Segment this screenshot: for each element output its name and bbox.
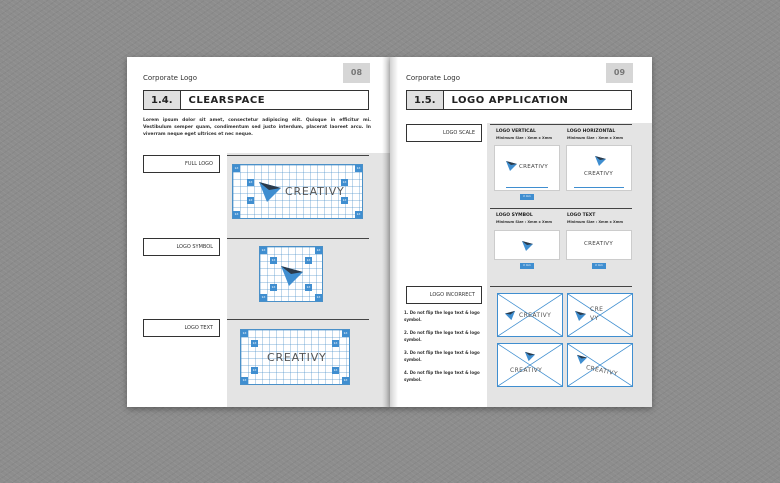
section-number: 1.4. (144, 91, 181, 109)
clearspace-marker: 1X (306, 258, 311, 262)
section-number: 1.5. (407, 91, 444, 109)
clearspace-marker: 1X (234, 166, 239, 170)
clearspace-marker: 1X (343, 331, 348, 335)
page-number: 09 (606, 63, 633, 83)
divider (490, 286, 632, 287)
scale-line (574, 187, 624, 188)
variant-title: LOGO VERTICAL (496, 129, 536, 134)
page-number: 08 (343, 63, 370, 83)
clearspace-marker: 1X (342, 198, 347, 202)
variant-title: LOGO SYMBOL (496, 213, 533, 218)
clearspace-marker: 1X (242, 331, 247, 335)
scale-line (506, 187, 548, 188)
clearspace-marker: 1X (252, 341, 257, 345)
arrow-logo-icon (257, 178, 283, 204)
incorrect-example (497, 293, 563, 337)
arrow-logo-icon (594, 154, 607, 167)
clearspace-marker: 1X (316, 248, 321, 252)
body-text: Lorem ipsum dolor sit amet, consectetur adipiscing elit. Quisque in efficitur mi. Vestibulum semper quam, condimentum sed justo interdum, placerat laoreet arcu. In viverram neque eget ultrices et nec neque. (143, 118, 371, 137)
arrow-logo-icon (524, 350, 536, 362)
variant-min-size: Minimum Size : Xmm x Xmm (567, 136, 624, 140)
rule-text: 4. Do not flip the logo text & logo symbol. (404, 370, 480, 382)
incorrect-example (567, 293, 633, 337)
divider (490, 208, 632, 209)
label-logo-symbol: LOGO SYMBOL (143, 238, 220, 256)
label-logo-scale: LOGO SCALE (406, 124, 482, 142)
clearspace-marker: 1X (261, 295, 266, 299)
logo-wordmark: CREATIVY (519, 164, 548, 170)
logo-wordmark: CREATIVY (584, 171, 613, 177)
clearspace-marker: 1X (234, 212, 239, 216)
logo-wordmark: CREATIVY (584, 241, 613, 247)
divider (227, 238, 369, 239)
logo-horizontal-preview (566, 145, 632, 191)
variant-min-size: Minimum Size : Xmm x Xmm (567, 220, 624, 224)
left-page (127, 57, 390, 407)
clearspace-marker: 1X (242, 378, 247, 382)
clearspace-marker: 1X (342, 180, 347, 184)
clearspace-marker: 1X (271, 258, 276, 262)
clearspace-marker: 1X (316, 295, 321, 299)
logo-symbol-preview (494, 230, 560, 260)
label-logo-incorrect: LOGO INCORRECT (406, 286, 482, 304)
arrow-logo-icon (279, 262, 305, 288)
clearspace-marker: 1X (306, 285, 311, 289)
size-tag: X mm (520, 194, 534, 200)
clearspace-marker: 1X (252, 368, 257, 372)
page-header: Corporate Logo (406, 74, 461, 82)
clearspace-marker: 1X (248, 180, 253, 184)
clearspace-marker: 1X (248, 198, 253, 202)
clearspace-marker: 1X (343, 378, 348, 382)
logo-wordmark-fragment: CRE (590, 306, 604, 313)
logo-text-preview (566, 230, 632, 260)
text-clearspace-grid (240, 329, 350, 385)
divider (490, 124, 632, 125)
rule-text: 3. Do not flip the logo text & logo symbol. (404, 350, 480, 362)
logo-wordmark: CREATIVY (585, 364, 619, 378)
logo-wordmark: CREATIVY (510, 367, 543, 374)
logo-wordmark-fragment: VY (590, 315, 599, 322)
clearspace-marker: 1X (356, 166, 361, 170)
arrow-logo-icon (521, 239, 534, 252)
arrow-logo-icon (574, 309, 587, 322)
variant-title: LOGO HORIZONTAL (567, 129, 616, 134)
variant-min-size: Minimum Size : Xmm x Xmm (496, 220, 553, 224)
page-header: Corporate Logo (143, 74, 198, 82)
divider (227, 155, 369, 156)
symbol-clearspace-grid (259, 246, 323, 302)
rule-text: 2. Do not flip the logo text & logo symbol. (404, 330, 480, 342)
clearspace-marker: 1X (333, 368, 338, 372)
rule-text: 1. Do not flip the logo text & logo symbol. (404, 310, 480, 322)
section-title: CLEARSPACE (188, 94, 266, 106)
arrow-logo-icon (505, 159, 518, 172)
label-full-logo: FULL LOGO (143, 155, 220, 173)
arrow-logo-icon (504, 309, 516, 321)
right-page (390, 57, 652, 407)
logo-wordmark: CREATIVY (285, 185, 345, 198)
label-logo-text: LOGO TEXT (143, 319, 220, 337)
incorrect-example (497, 343, 563, 387)
divider (227, 319, 369, 320)
clearspace-marker: 1X (271, 285, 276, 289)
clearspace-marker: 1X (333, 341, 338, 345)
incorrect-example (567, 343, 633, 387)
clearspace-marker: 1X (261, 248, 266, 252)
logo-wordmark: CREATIVY (519, 312, 552, 319)
variant-title: LOGO TEXT (567, 213, 596, 218)
size-tag: X mm (520, 263, 534, 269)
cross-icon (568, 344, 632, 386)
section-title-box (406, 90, 632, 110)
full-logo-clearspace-grid (232, 164, 363, 219)
size-tag: X mm (592, 263, 606, 269)
section-title: LOGO APPLICATION (451, 94, 569, 106)
logo-wordmark: CREATIVY (267, 351, 327, 364)
clearspace-marker: 1X (356, 212, 361, 216)
logo-vertical-preview (494, 145, 560, 191)
section-title-box (143, 90, 369, 110)
variant-min-size: Minimum Size : Xmm x Xmm (496, 136, 553, 140)
